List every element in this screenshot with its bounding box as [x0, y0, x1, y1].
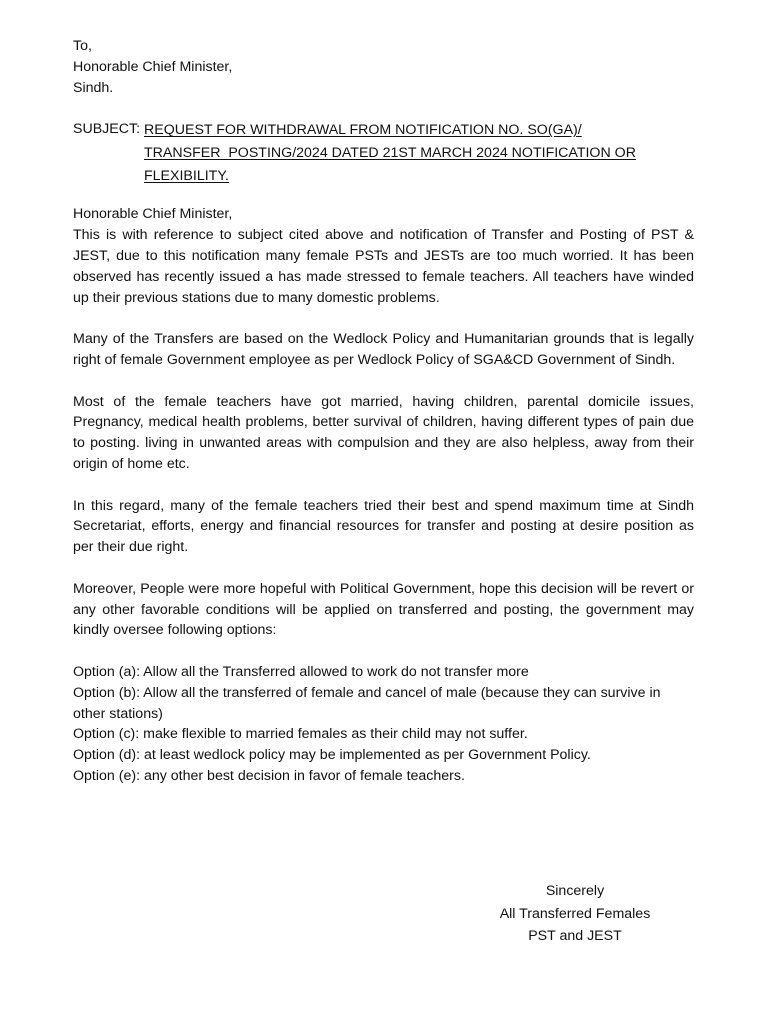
recipient-title: Honorable Chief Minister, [73, 58, 233, 75]
salutation: Honorable Chief Minister, [73, 206, 233, 223]
subject-label: SUBJECT: [73, 121, 141, 138]
subject-block [73, 119, 694, 188]
paragraph-request: Moreover, People were more hopeful with Political Government, hope this decision will be revert or any other favorable conditions will be applied on transferred and posting, the government may kindly oversee following options: [73, 580, 694, 639]
option-d: Option (d): at least wedlock policy may be implemented as per Government Policy. [73, 747, 591, 764]
options-list [73, 662, 694, 787]
recipient-place: Sindh. [73, 79, 114, 96]
paragraph-reference: This is with reference to subject cited above and notification of Transfer and Posting of PST & JEST, due to this notification many female PSTs and JESTs are too much worried. It has been observed has recently issued a has made stressed to female teachers. All teachers have winded up their previous stations due to many domestic problems. [73, 227, 694, 306]
letter-body [73, 36, 694, 787]
option-e: Option (e): any other best decision in favor of female teachers. [73, 767, 465, 784]
paragraph-efforts: In this regard, many of the female teachers tried their best and spend maximum time at Sindh Secretariat, efforts, energy and financial resources for transfer and posting at desire position as per their due right. [73, 497, 694, 556]
sign-off: Sincerely [545, 883, 605, 899]
paragraph-hardships: Most of the female teachers have got married, having children, parental domicile issues, Pregnancy, medical health problems, better survival of children, having different types of pain due to posting. living in unwanted areas with compulsion and they are also helpless, away from their origin of home etc. [73, 393, 694, 472]
option-b: Option (b): Allow all the transferred of female and cancel of male (because they can survive in other stations) [73, 684, 661, 722]
closing-block [480, 880, 670, 948]
sender-line-1: All Transferred Females [499, 905, 651, 922]
recipient-block [73, 36, 694, 98]
paragraph-wedlock-policy: Many of the Transfers are based on the Wedlock Policy and Humanitarian grounds that is legally right of female Government employee as per Wedlock Policy of SGA&CD Government of Sindh. [73, 331, 694, 368]
option-c: Option (c): make flexible to married females as their child may not suffer. [73, 726, 528, 743]
sender-line-2: PST and JEST [528, 928, 622, 944]
recipient-to: To, [73, 38, 92, 54]
subject-text: REQUEST FOR WITHDRAWAL FROM NOTIFICATION NO. SO(GA)/ TRANSFER_POSTING/2024 DATED 21ST MARCH 2024 NOTIFICATION OR FLEXIBILITY. [144, 122, 636, 185]
option-a: Option (a): Allow all the Transferred allowed to work do not transfer more [73, 663, 529, 680]
